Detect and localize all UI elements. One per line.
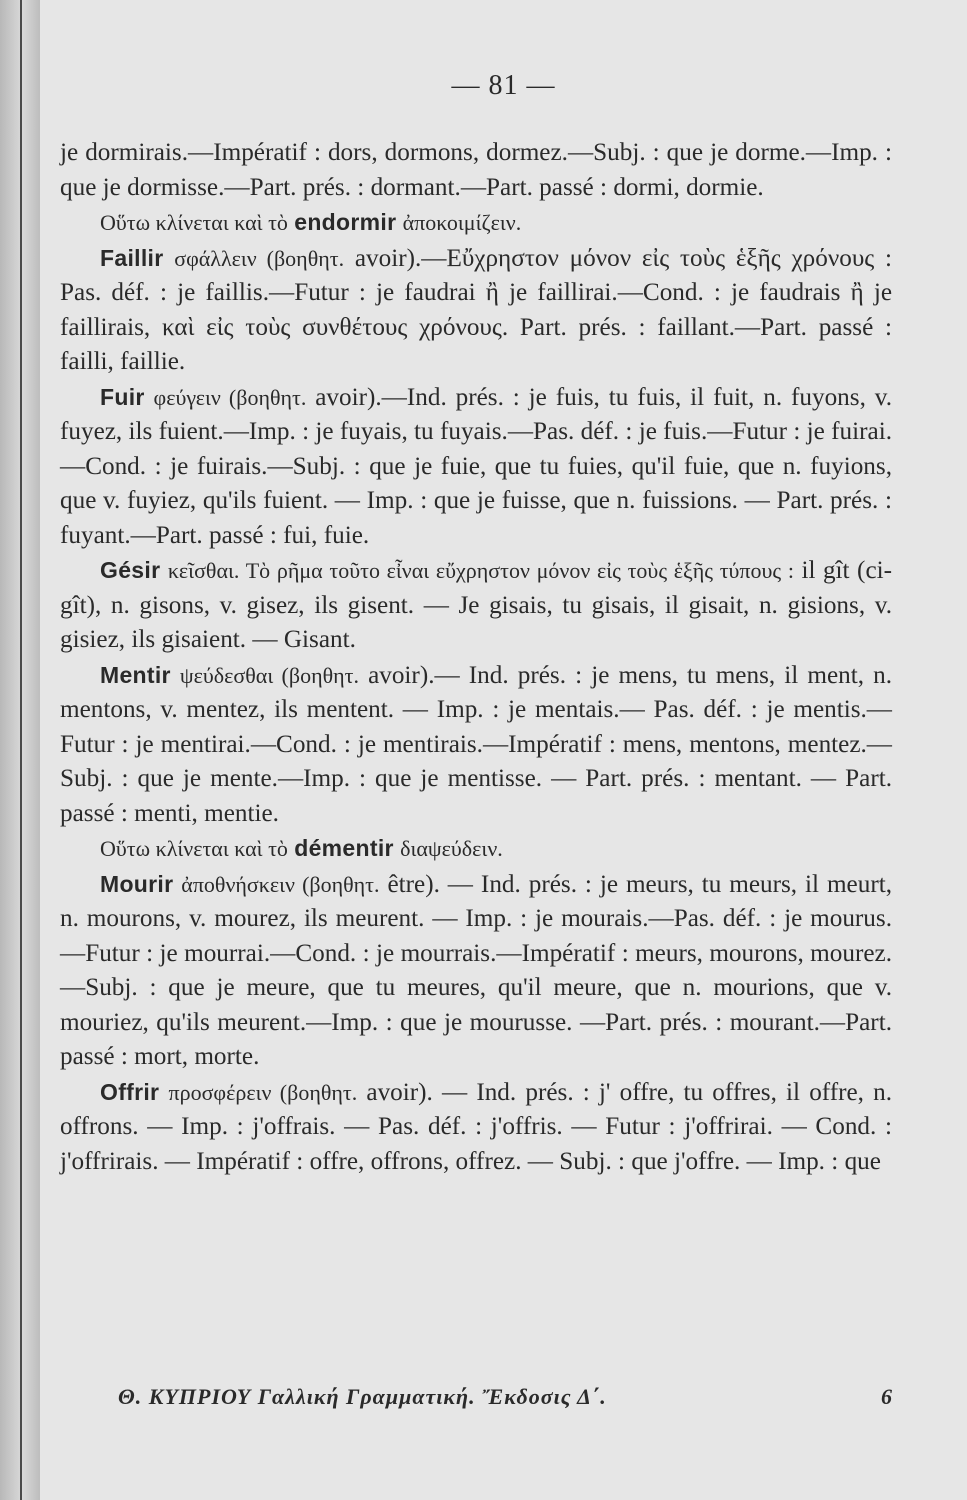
book-page xyxy=(40,0,967,1500)
paragraph-dementir xyxy=(60,831,892,867)
entry-mourir xyxy=(60,867,892,1075)
book-binding xyxy=(0,0,40,1500)
entry-offrir xyxy=(60,1075,892,1180)
greek-lead: Οὕτω κλίνεται καὶ τὸ xyxy=(100,210,288,235)
entry-mentir xyxy=(60,658,892,832)
paragraph-endormir xyxy=(60,205,892,241)
conjugation-text: avoir).—Εὔχρηστον μόνον εἰς τοὺς ἑξῆς χρόνους : Pas. déf. : je faillis.—Futur : je faudrai ἢ je faillirai.—Cond. : je faudrais ἢ je faillirais, καὶ εἰς τοὺς συνθέτους χρόνους. Part. prés. : faillant.—Part. passé : failli, faillie. xyxy=(60,244,893,375)
greek-translation: κεῖσθαι. Τὸ ρῆμα τοῦτο εἶναι εὔχρηστον μόνον εἰς τοὺς ἑξῆς τύπους : xyxy=(167,558,794,583)
greek-translation: ψεύδεσθαι (βοηθητ. xyxy=(179,662,359,688)
greek-translation: ἀποκοιμίζειν. xyxy=(402,210,522,235)
conjugation-text: avoir).—Ind. prés. : je fuis, tu fuis, il fuit, n. fuyons, v. fuyez, ils fuient.—Imp. : je fuyais, tu fuyais.—Pas. déf. : je fuis.—Futur : je fuirai.—Cond. : je fuirais.—Subj. : que je fuie, que tu fuies, qu'il fuie, que n. fuyions, que v. fuyiez, qu'ils fuient. — Imp. : que je fuisse, que n. fuissions. — Part. prés. : fuyant.—Part. passé : fui, fuie. xyxy=(60,383,893,549)
headword-fuir: Fuir xyxy=(100,383,145,410)
binding-edge-line xyxy=(20,0,22,1500)
page-footer xyxy=(118,1384,893,1410)
conjugation-text: avoir).— Ind. prés. : je mens, tu mens, il ment, n. mentons, v. mentez, ils mentent. — Imp. : je mentais.— Pas. déf. : je mentis.—Futur : je mentirai.—Cond. : je mentirais.—Impératif : mens, mentons, mentez.—Subj. : que je mente.—Imp. : que je mentisse. — Part. prés. : mentant. — Part. passé : menti, mentie. xyxy=(60,661,892,827)
conjugation-text: être). — Ind. prés. : je meurs, tu meurs, il meurt, n. mourons, v. mourez, ils meurent. — Imp. : je mourais.—Pas. déf. : je mourus.—Futur : je mourrai.—Cond. : je mourrais.—Impératif : meurs, mourons, mourez.—Subj. : que je meure, que tu meures, qu'il meure, que n. mourions, que v. mouriez, qu'ils meurent.—Imp. : que je mourusse. —Part. prés. : mourant.—Part. passé : mort, morte. xyxy=(60,870,893,1070)
greek-translation: σφάλλειν (βοηθητ. xyxy=(174,245,345,271)
conjugation-text: il gît (ci-gît), n. gisons, v. gisez, ils gisent. — Je gisais, tu gisais, il gisait, n. gisions, v. gisiez, ils gisaient. — Gisant. xyxy=(60,557,893,653)
page-number: — 81 — xyxy=(451,70,556,101)
greek-translation: διαψεύδειν. xyxy=(400,836,503,861)
page-body xyxy=(60,136,892,1179)
greek-translation: προσφέρειν (βοηθητ. xyxy=(168,1079,358,1105)
greek-translation: φεύγειν (βοηθητ. xyxy=(153,384,307,410)
entry-faillir xyxy=(60,241,892,380)
headword-dementir: démentir xyxy=(294,835,394,861)
headword-mourir: Mourir xyxy=(100,870,174,897)
paragraph-dormir-continuation: je dormirais.—Impératif : dors, dormons, dormez.—Subj. : que je dorme.—Imp. : que je dormisse.—Part. prés. : dormant.—Part. passé : dormi, dormie. xyxy=(60,139,892,201)
entry-fuir xyxy=(60,380,892,554)
entry-gesir xyxy=(60,553,892,658)
headword-gesir: Gésir xyxy=(100,557,161,583)
signature-mark: 6 xyxy=(881,1384,893,1409)
headword-offrir: Offrir xyxy=(100,1078,160,1105)
greek-lead: Οὕτω κλίνεται καὶ τὸ xyxy=(100,836,288,861)
headword-endormir: endormir xyxy=(294,209,397,235)
headword-faillir: Faillir xyxy=(100,244,164,271)
greek-translation: ἀποθνήσκειν (βοηθητ. xyxy=(181,871,380,897)
footer-credit: Θ. ΚΥΠΡΙΟΥ Γαλλική Γραμματική. Ἔκδοσις Δ΄. xyxy=(118,1384,607,1409)
conjugation-text: avoir). — Ind. prés. : j' offre, tu offres, il offre, n. offrons. — Imp. : j'offrais. — Pas. déf. : j'offris. — Futur : j'offrirai. — Cond. : j'offrirais. — Impératif : offre, offrons, offrez. — Subj. : que j'offre. — Imp. : que xyxy=(60,1078,893,1175)
headword-mentir: Mentir xyxy=(100,661,171,688)
